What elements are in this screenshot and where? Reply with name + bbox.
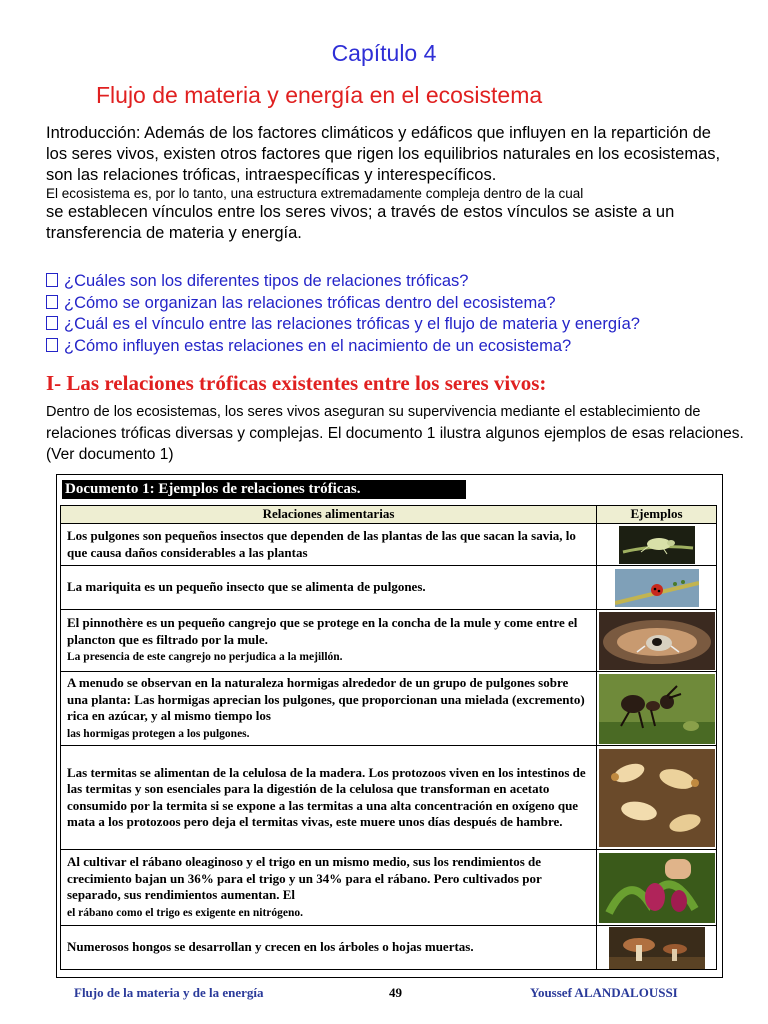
table-row xyxy=(61,926,717,970)
relation-description: La mariquita es un pequeño insecto que se alimenta de pulgones. xyxy=(67,579,426,595)
termite-photo xyxy=(599,749,715,847)
table-header-row xyxy=(61,506,717,524)
table-row xyxy=(61,672,717,746)
checkbox-icon xyxy=(46,316,58,330)
relations-table xyxy=(60,505,717,970)
checkbox-icon xyxy=(46,338,58,352)
example-cell xyxy=(597,610,717,672)
relation-description: Los pulgones son pequeños insectos que dependen de las plantas de las que sacan la savia, lo que causa daños considerables a las plantas xyxy=(67,528,576,560)
table-row xyxy=(61,850,717,926)
relation-note: el rábano como el trigo es exigente en nitrógeno. xyxy=(67,906,304,919)
question-text: ¿Cómo se organizan las relaciones tróficas dentro del ecosistema? xyxy=(64,293,556,312)
chapter-heading: Capítulo 4 xyxy=(331,40,437,66)
question-text: ¿Cuál es el vínculo entre las relaciones tróficas y el flujo de materia y energía? xyxy=(64,315,640,333)
intro-text xyxy=(46,123,736,244)
question-item xyxy=(46,293,746,315)
relation-text xyxy=(61,524,597,566)
question-text: ¿Cómo influyen estas relaciones en el nacimiento de un ecosistema? xyxy=(64,336,572,355)
intro-paragraph-2-start: El ecosistema es, por lo tanto, una estructura extremadamente compleja dentro de la cual xyxy=(46,186,584,201)
footer-title: Flujo de la materia y de la energía xyxy=(74,985,264,1000)
mushroom-photo xyxy=(609,927,705,969)
relation-description: Las termitas se alimentan de la celulosa de la madera. Los protozoos viven en los intestinos de las termitas y son esenciales para la digestión de la celulosa que transforman en acetato consumido por la termita si se expone a las termitas a una alta concentración en oxígeno que mata a los protozoos pero deja el termitas vivas, este muere unos días después de hambre. xyxy=(67,764,586,829)
crab-photo xyxy=(599,612,715,670)
page-number: 49 xyxy=(389,985,402,1000)
section-paragraph-line2: relaciones tróficas diversas y complejas. El documento 1 ilustra algunos ejemplos de esas relaciones. (Ver documento 1) xyxy=(46,425,744,463)
example-cell xyxy=(597,746,717,850)
aphid-photo xyxy=(619,526,695,564)
relation-description: El pinnothère es un pequeño cangrejo que se protege en la concha de la mule y come entre el plancton que es filtrado por la mule. xyxy=(67,615,578,647)
table-row xyxy=(61,746,717,850)
relation-note: La presencia de este cangrejo no perjudica a la mejillón. xyxy=(67,651,343,664)
question-item xyxy=(46,336,746,358)
footer-author: Youssef ALANDALOUSSI xyxy=(530,985,678,1000)
document-title: Documento 1: Ejemplos de relaciones tróficas. xyxy=(62,480,466,499)
relation-text xyxy=(61,850,597,926)
section-heading xyxy=(46,371,546,396)
relation-description: Numerosos hongos se desarrollan y crecen en los árboles o hojas muertas. xyxy=(67,939,474,955)
table-row xyxy=(61,566,717,610)
example-cell xyxy=(597,926,717,970)
intro-paragraph-1: Introducción: Además de los factores climáticos y edáficos que influyen en la repartición de los seres vivos, existen otros factores que rigen los equilibrios naturales en los ecosistemas, son las relaciones tróficas, intraespecíficas y interespecíficos. xyxy=(46,124,721,184)
page-title: Flujo de materia y energía en el ecosistema xyxy=(96,82,543,108)
question-text: ¿Cuáles son los diferentes tipos de relaciones tróficas? xyxy=(64,272,469,290)
question-item xyxy=(46,314,746,336)
checkbox-icon xyxy=(46,273,58,287)
section-paragraph xyxy=(46,401,761,465)
ladybug-photo xyxy=(615,569,699,607)
checkbox-icon xyxy=(46,295,58,309)
relation-description: Al cultivar el rábano oleaginoso y el trigo en un mismo medio, sus los rendimientos de crecimiento bajan un 36% para el trigo y un 34% para el rábano. Pero cultivados por separado, sus rendimientos aumentan. El xyxy=(67,854,542,902)
relation-text xyxy=(61,566,597,610)
question-list xyxy=(46,271,746,357)
column-header-examples: Ejemplos xyxy=(597,506,717,524)
relation-text xyxy=(61,610,597,672)
relation-note: las hormigas protegen a los pulgones. xyxy=(67,727,250,740)
relation-description: A menudo se observan en la naturaleza hormigas alrededor de un grupo de pulgones sobre una planta: Las hormigas aprecian los pulgones, que proporcionan una mielada (excremento) rica en azúcar, y al mismo tiempo los xyxy=(67,675,585,723)
table-row xyxy=(61,610,717,672)
relation-text xyxy=(61,746,597,850)
section-title: Las relaciones tróficas existentes entre los seres vivos: xyxy=(61,371,547,395)
section-number: I- xyxy=(46,371,62,395)
section-paragraph-line1: Dentro de los ecosistemas, los seres vivos aseguran su supervivencia mediante el establecimiento de xyxy=(46,404,701,420)
example-cell xyxy=(597,672,717,746)
column-header-relations: Relaciones alimentarias xyxy=(61,506,597,524)
ant-photo xyxy=(599,674,715,744)
relation-text xyxy=(61,926,597,970)
example-cell xyxy=(597,566,717,610)
table-row xyxy=(61,524,717,566)
intro-paragraph-2: se establecen vínculos entre los seres vivos; a través de estos vínculos se asiste a un transferencia de materia y energía. xyxy=(46,203,675,242)
radish-photo xyxy=(599,853,715,923)
example-cell xyxy=(597,524,717,566)
relation-text xyxy=(61,672,597,746)
example-cell xyxy=(597,850,717,926)
question-item xyxy=(46,271,746,293)
